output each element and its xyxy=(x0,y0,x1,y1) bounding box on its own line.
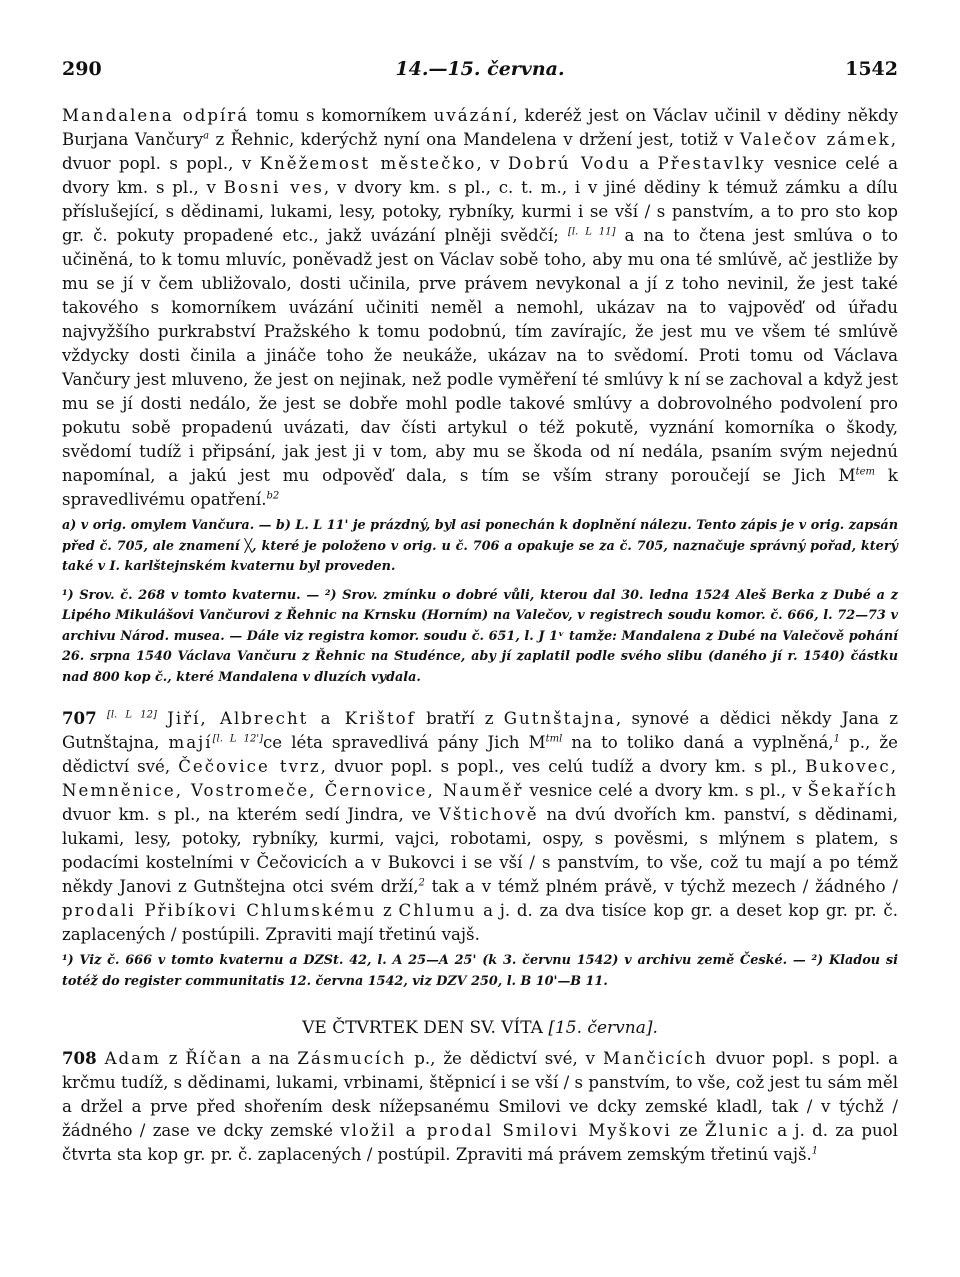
entry-number: 708 xyxy=(62,1048,97,1068)
footnote-block: ¹) Viz č. 666 v tomto kvaternu a DZSt. 42, l. A 25—A 25' (k 3. červnu 1542) v archivu země České. — ²) Kladou si totéž do register communitatis 12. června 1542, viz DZV 250, l. B 10'—B 11. xyxy=(62,953,898,989)
spaced-text: vložil a prodal Smilovi Myškovi xyxy=(340,1121,672,1140)
folio-marker: [l. L 12'] xyxy=(212,733,263,745)
page-number: 290 xyxy=(62,58,102,80)
text: p., že dědictví své, v xyxy=(406,1049,603,1068)
text: , v dvory km. s pl., c. t. m., i v jiné dědiny k témuž zámku a dílu příslušející, s dědinami, lukami, lesy, potoky, rybníky, kurmi i se vší / s panstvím, a to pro sto kop gr. č. pokuty propadené etc., jakž uvázání plněji svědčí; xyxy=(62,178,898,245)
text: dvuor popl. s popl. a krčmu tudíž, s dědinami, lukami, vrbinami, štěpnicí i se vší / s panstvím, to vše, což jest tu sám měl a držel a prve před shořením desk nížepsanému Smilovi ve dcky zemské kladl, tak / v týchž / žádného / zase ve dcky zemské xyxy=(62,1049,898,1140)
abbrev-superscript: tml xyxy=(545,733,563,745)
document-page xyxy=(62,58,898,1167)
spaced-text: Šekařích xyxy=(807,781,899,800)
text xyxy=(157,709,167,728)
text: a na to čtena jest smlúva o to učiněná, to k tomu mluvíc, poněvadž jest on Václav sobě toho, aby mu ona té smlúvě, ač jestliže by mu se jí v čem ubližovalo, dosti učinila, prve právem nevykonal a jí z toho nevinil, že jest také takového s komorníkem uvázání učiniti neměl a nemohl, ukázav na to vajpověď od úřadu najvyžšího purkrabství Pražského k tomu podobnú, tím zavírajíc, že jest mu ve všem té smlúvě vždycky dosti činila a jináče toho že neukáže, ukázav na to svědomí. Proti tomu od Václava Vančury jest mluveno, že jest on nejinak, než podle vyměření té smlúvy k ní se zachoval a když jest mu se jí dosti nedálo, že jest se dobře mohl podle takové smlúvy a dobrovolného podvolení pro pokutu sobě propadenú uvázati, dav čísti artykul o též pokutě, vyznání komorníka o škody, svědomí tudíž i připsání, jak jest ji v tom, aby mu se škoda od ní nedála, psaním svým nejednú napomínal, a jakú jest mu odpověď dala, s tím se vším strany poroučejí se Jich M xyxy=(62,226,898,485)
text: z xyxy=(160,1049,186,1068)
spaced-text: Přestavlky xyxy=(657,154,766,173)
text: p., že dědictví své, xyxy=(62,733,898,776)
running-date: 14.—15. června. xyxy=(395,58,565,80)
spaced-text: Adam xyxy=(104,1049,161,1068)
text: k spravedlivému opatření. xyxy=(62,466,898,509)
text: a xyxy=(630,154,658,173)
spaced-text: Mandalena odpírá xyxy=(62,106,250,125)
spaced-text: Valečov zámek, xyxy=(739,130,898,149)
text: bratří z xyxy=(415,709,504,728)
textual-note-a: a) v orig. omylem Vančura. — b) L. L 11' je prázdný, byl asi ponechán k doplnění nálezu. Tento zápis je v orig. zapsán před č. 705, ale znamení ╳, které je položeno v orig. u č. 706 a opakuje se za č. 705, naznačuje správný pořad, který také v I. karlštejnském kvaternu byl proveden. xyxy=(62,518,898,574)
abbrev-superscript: tem xyxy=(855,466,876,478)
text: , kderéž jest on Václav učinil v dědiny někdy Burjana Vančury xyxy=(62,106,899,149)
text: a j. d. za puol čtvrta sta kop gr. pr. č. zaplacených / postúpil. Zpraviti má právem zemským třetinú vajš. xyxy=(62,1121,898,1164)
spaced-text: uvázání xyxy=(433,106,513,125)
text: tak a v témž plném právě, v týchž mezech / žádného / xyxy=(424,877,898,896)
folio-marker: [l. L 12] xyxy=(106,709,157,721)
spaced-text: Bosni ves xyxy=(223,178,324,197)
entry-707 xyxy=(62,706,898,947)
text: a na xyxy=(243,1049,298,1068)
spaced-text: Mančicích xyxy=(602,1049,708,1068)
section-title: VE ČTVRTEK DEN SV. VÍTA xyxy=(302,1018,543,1038)
text xyxy=(97,1049,105,1068)
spaced-text: Bukovec, Nemněnice, Vostromeče, Černovice, Nauměř xyxy=(62,757,898,800)
text: na to toliko daná a vyplněná, xyxy=(562,733,834,752)
footnote-marker: 2 xyxy=(418,877,425,889)
spaced-text: Jiří, Albrecht a Krištof xyxy=(167,709,416,728)
text: dvuor km. s pl., na kterém sedí Jindra, ve xyxy=(62,805,439,824)
entry-continued-paragraph xyxy=(62,104,898,512)
spaced-text: Zásmucích xyxy=(297,1049,407,1068)
entry-708 xyxy=(62,1046,898,1167)
text: , dvuor popl. s popl., ves celú tudíž a dvory km. s pl., xyxy=(320,757,806,776)
spaced-text: Kněžemost městečko xyxy=(259,154,477,173)
spaced-text: Dobrú Vodu xyxy=(507,154,631,173)
text: z Řehnic, kderýchž nyní ona Mandelena v držení jest, totiž v xyxy=(209,130,740,149)
spaced-text: prodali Přibíkovi Chlumskému xyxy=(62,901,377,920)
running-header xyxy=(62,58,898,88)
text: dvuor popl. s popl., v xyxy=(62,154,260,173)
spaced-text: Žlunic xyxy=(705,1121,770,1140)
spaced-text: Vštichově xyxy=(438,805,539,824)
text: vesnice celé a dvory km. s pl., v xyxy=(62,154,898,197)
text: ze xyxy=(671,1121,706,1140)
text: , synové a dědici někdy Jana z Gutnštajna, xyxy=(62,709,899,752)
text: z xyxy=(376,901,399,920)
footnote-marker: 1 xyxy=(833,733,840,745)
entry-number: 707 xyxy=(62,708,97,728)
spaced-text: mají xyxy=(168,733,213,752)
note-marker: b xyxy=(266,490,273,502)
footnote-marker: 1 xyxy=(811,1145,819,1157)
spaced-text: Chlumu xyxy=(398,901,477,920)
text: a j. d. za dva tisíce kop gr. a deset kop gr. pr. č. zaplacených / postúpili. Zpraviti mají třetinú vajš. xyxy=(62,901,898,944)
spaced-text: Čečovice tvrz xyxy=(178,757,321,776)
folio-marker: [l. L 11] xyxy=(567,226,616,238)
text: vesnice celé a dvory km. s pl., v xyxy=(523,781,808,800)
text: tomu s komorníkem xyxy=(249,106,434,125)
spaced-text: Gutnštajna xyxy=(503,709,616,728)
text: na dvú dvořích km. panství, s dědinami, lukami, lesy, potoky, rybníky, kurmi, vajci, robotami, ospy, s pověsmi, s mlýnem s platem, s podacími kostelními v Čečovicích a v Bukovci i se vší / s panstvím, to vše, což tu mají a po témž někdy Janovi z Gutnštejna otci svém drží, xyxy=(62,805,898,896)
text: ce léta spravedlivá pány Jich M xyxy=(262,733,546,752)
section-heading xyxy=(62,1018,898,1038)
footnote-block: ¹) Srov. č. 268 v tomto kvaternu. — ²) Srov. zmínku o dobré vůli, kterou dal 30. ledna 1524 Aleš Berka z Dubé a z Lipého Mikulášovi Vančurovi z Řehnic na Krnsku (Horním) na Valečov, v registrech soudu komor. č. 666, l. 72—73 v archivu Národ. musea. — Dále viz registra komor. soudu č. 651, l. J 1ᵛ tamže: Mandalena z Dubé na Valečově pohání 26. srpna 1540 Václava Vančuru z Řehnic na Studénce, aby jí zaplatil podle svého slibu (daného jí r. 1540) částku nad 800 kop č., které Mandalena v dluzích vydala. xyxy=(62,587,898,685)
running-year: 1542 xyxy=(845,58,898,80)
spaced-text: Říčan xyxy=(185,1049,244,1068)
note-marker: a xyxy=(203,130,210,142)
footnote-marker: 2 xyxy=(272,490,280,502)
text: , v xyxy=(476,154,508,173)
section-date: [15. června]. xyxy=(548,1018,658,1038)
